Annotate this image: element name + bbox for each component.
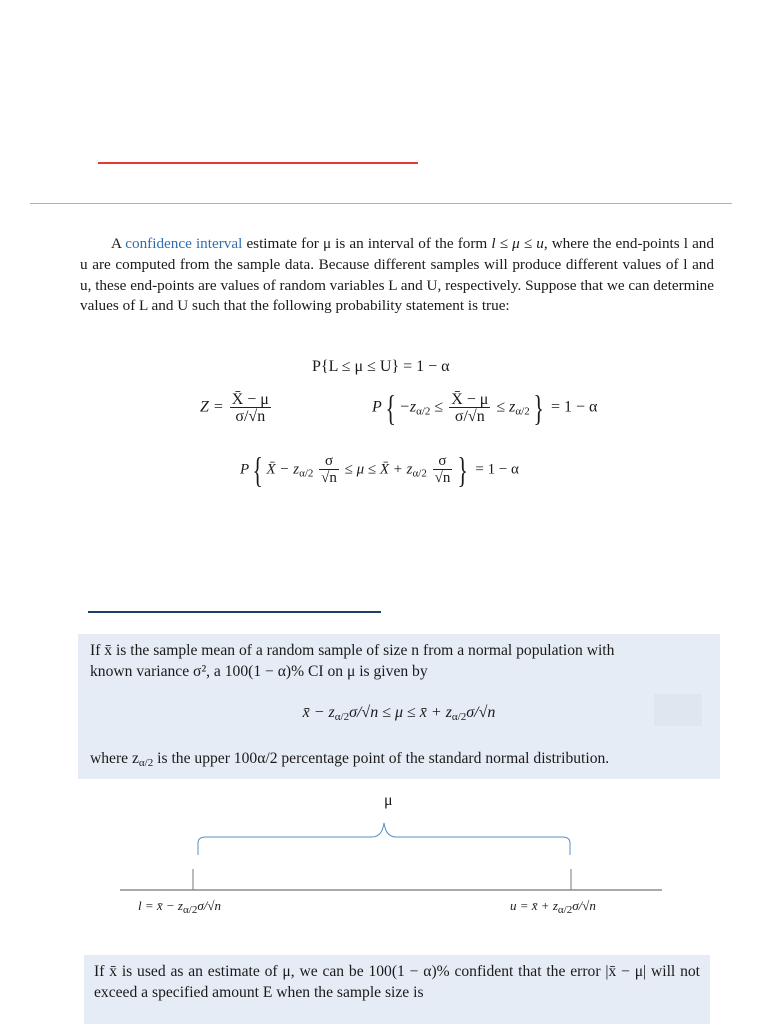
- box-line-3-b: is the upper 100α/2 percentage point of the standard normal distribution.: [153, 750, 610, 767]
- p3-den2: √n: [434, 470, 451, 486]
- box-line-2: known variance σ², a 100(1 − α)% CI on μ is given by: [90, 663, 428, 680]
- p3-num1: σ: [319, 454, 339, 470]
- p3-mid: ≤ μ ≤ X̄ + z: [344, 461, 413, 478]
- p2-left: −z: [399, 398, 417, 416]
- z-denominator: σ/√n: [235, 408, 266, 425]
- p2-numerator: X̄ − μ: [451, 391, 489, 408]
- upper-limit-label: [510, 898, 596, 916]
- ci-formula-end: σ/√n: [466, 704, 496, 721]
- upper-end: σ/√n: [572, 898, 596, 913]
- z-numerator: X̄ − μ: [231, 391, 269, 408]
- interval-brace: [198, 823, 570, 855]
- blue-divider: [30, 203, 732, 204]
- p3-num2: σ: [433, 454, 453, 470]
- lower-end: σ/√n: [197, 898, 221, 913]
- ci-formula-sub1: α/2: [334, 711, 350, 723]
- p2-rhs: = 1 − α: [550, 398, 598, 416]
- ci-formula: [78, 704, 720, 723]
- para-body-2: , where the end-points l and u are computed from the sample data. Because different samples will produce different values of l and u, these end-points are values of random variables L and U, respectively. Suppose that we can determine values of L and U such that the following probability statement is true:: [80, 235, 715, 315]
- error-bound-box: [84, 955, 710, 1024]
- p3-fraction-2: [433, 454, 453, 486]
- mu-label: μ: [384, 792, 393, 809]
- p3-rhs: = 1 − α: [475, 461, 519, 478]
- p3-open-brace: {: [252, 450, 263, 490]
- intro-paragraph: [80, 234, 714, 317]
- p2-open-brace: {: [385, 388, 396, 428]
- p2-close-brace: }: [533, 388, 544, 428]
- p3-fraction-1: [319, 454, 339, 486]
- ci-formula-a: x̄ − z: [302, 704, 335, 721]
- p2-denominator: σ/√n: [454, 408, 485, 425]
- probability-statement: P{L ≤ μ ≤ U} = 1 − α: [312, 358, 450, 375]
- standardized-probability: [372, 390, 597, 426]
- p3-a: X̄ − z: [266, 461, 300, 478]
- red-divider: [98, 162, 418, 164]
- z-lhs: Z =: [200, 398, 224, 416]
- z-fraction: [230, 392, 271, 424]
- p2-fraction: [449, 392, 490, 424]
- p2-le: ≤: [434, 398, 444, 416]
- para-body-1: estimate for μ is an interval of the form: [242, 235, 492, 252]
- p2-sub: α/2: [416, 405, 431, 418]
- p3-sub2: α/2: [412, 467, 427, 480]
- lower-limit-label: [138, 898, 221, 916]
- p2-sub2: α/2: [515, 405, 530, 418]
- ci-formula-sub2: α/2: [451, 711, 467, 723]
- p3-p: P: [240, 461, 250, 478]
- p2-le2: ≤ z: [496, 398, 516, 416]
- para-lead: A: [111, 235, 122, 252]
- error-bound-text: If x̄ is used as an estimate of μ, we can be 100(1 − α)% confident that the error |x̄ − μ| will not exceed a specified amount E when the sample size is: [94, 963, 700, 1001]
- box-line-1: If x̄ is the sample mean of a random sample of size n from a normal population with: [90, 642, 615, 659]
- p2-p: P: [372, 398, 382, 416]
- z-definition: [200, 392, 273, 424]
- interval-probability: [240, 452, 519, 488]
- upper-label: u = x̄ + z: [510, 898, 558, 913]
- box-line-3-a: where z: [90, 750, 139, 767]
- p3-close-brace: }: [457, 450, 469, 490]
- box-line-3: [90, 748, 708, 774]
- box-line-3-sub: α/2: [138, 757, 154, 769]
- confidence-interval-keyword: confidence interval: [125, 235, 243, 252]
- navy-divider: [88, 611, 381, 613]
- p3-den1: √n: [321, 470, 337, 486]
- p3-sub1: α/2: [299, 467, 314, 480]
- lower-sub: α/2: [183, 904, 198, 916]
- ci-definition-box: [78, 634, 720, 779]
- lower-label: l = x̄ − z: [138, 898, 183, 913]
- para-form: l ≤ μ ≤ u: [491, 235, 544, 252]
- ci-formula-mid: σ/√n ≤ μ ≤ x̄ + z: [349, 704, 452, 721]
- upper-sub: α/2: [557, 904, 573, 916]
